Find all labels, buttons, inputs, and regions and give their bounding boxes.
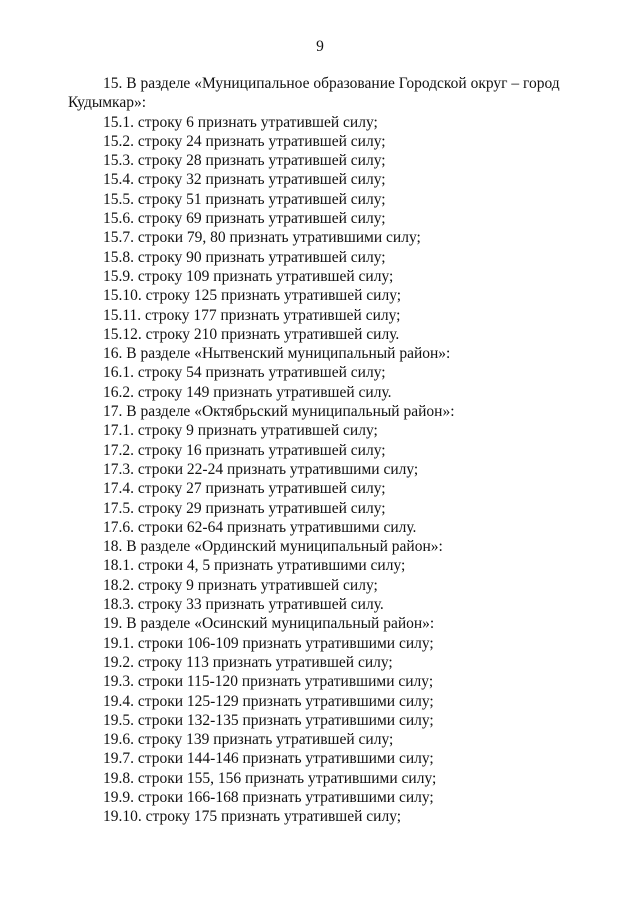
- document-body: [68, 74, 560, 827]
- text-line: 15. В разделе «Муниципальное образование Городской округ – город: [103, 75, 560, 92]
- text-line: 15.3. строку 28 признать утратившей силу;: [103, 152, 386, 170]
- text-line: 19.2. строку 113 признать утратившей силу;: [103, 653, 393, 671]
- text-line: 19.5. строки 132-135 признать утратившими силу;: [103, 711, 434, 729]
- text-line: 18.2. строку 9 признать утратившей силу;: [103, 576, 378, 594]
- text-line: 15.11. строку 177 признать утратившей силу;: [103, 306, 401, 324]
- text-line: 15.2. строку 24 признать утратившей силу;: [103, 132, 386, 150]
- text-line: 16. В разделе «Нытвенский муниципальный район»:: [103, 345, 451, 363]
- text-line: 18.1. строки 4, 5 признать утратившими силу;: [103, 557, 406, 575]
- text-line: 17.1. строку 9 признать утратившей силу;: [103, 422, 378, 440]
- text-line: 15.10. строку 125 признать утратившей силу;: [103, 287, 402, 305]
- page-number: 9: [316, 38, 324, 55]
- text-line: 19.1. строки 106-109 признать утратившими силу;: [103, 634, 434, 652]
- text-line: 15.8. строку 90 признать утратившей силу;: [103, 248, 386, 266]
- text-line: 18.3. строку 33 признать утратившей силу.: [103, 596, 384, 614]
- text-line: 19.6. строку 139 признать утратившей силу;: [103, 731, 394, 749]
- text-line: 19.9. строки 166-168 признать утратившими силу;: [103, 788, 434, 806]
- text-line: 17.4. строку 27 признать утратившей силу;: [103, 480, 386, 498]
- text-line: 15.9. строку 109 признать утратившей силу;: [103, 267, 394, 285]
- text-line: 15.5. строку 51 признать утратившей силу;: [103, 190, 386, 208]
- text-line: 19.3. строки 115-120 признать утратившими силу;: [103, 673, 434, 691]
- text-line: 19.4. строки 125-129 признать утратившими силу;: [103, 692, 434, 710]
- text-line: 19.7. строки 144-146 признать утратившими силу;: [103, 750, 434, 768]
- text-line: Кудымкар»:: [68, 94, 147, 112]
- text-line: 17.2. строку 16 признать утратившей силу;: [103, 441, 386, 459]
- text-line: 15.6. строку 69 признать утратившей силу;: [103, 210, 386, 228]
- text-line: 15.1. строку 6 признать утратившей силу;: [103, 113, 378, 131]
- text-line: 17.5. строку 29 признать утратившей силу;: [103, 499, 386, 517]
- text-line: 17.3. строки 22-24 признать утратившими силу;: [103, 460, 419, 478]
- text-line: 16.1. строку 54 признать утратившей силу;: [103, 364, 386, 382]
- text-line: 15.7. строки 79, 80 признать утратившими силу;: [103, 229, 421, 247]
- text-line: 15.12. строку 210 признать утратившей силу.: [103, 325, 400, 343]
- text-line: 16.2. строку 149 признать утратившей силу.: [103, 383, 392, 401]
- text-line: 19.10. строку 175 признать утратившей силу;: [103, 808, 402, 826]
- text-line: 17.6. строки 62-64 признать утратившими силу.: [103, 518, 417, 536]
- text-line: 19.8. строки 155, 156 признать утратившими силу;: [103, 769, 437, 787]
- text-line: 17. В разделе «Октябрьский муниципальный район»:: [103, 403, 455, 421]
- text-line: 19. В разделе «Осинский муниципальный район»:: [103, 615, 435, 633]
- text-line: 18. В разделе «Ординский муниципальный район»:: [103, 538, 443, 556]
- text-line: 15.4. строку 32 признать утратившей силу;: [103, 171, 386, 189]
